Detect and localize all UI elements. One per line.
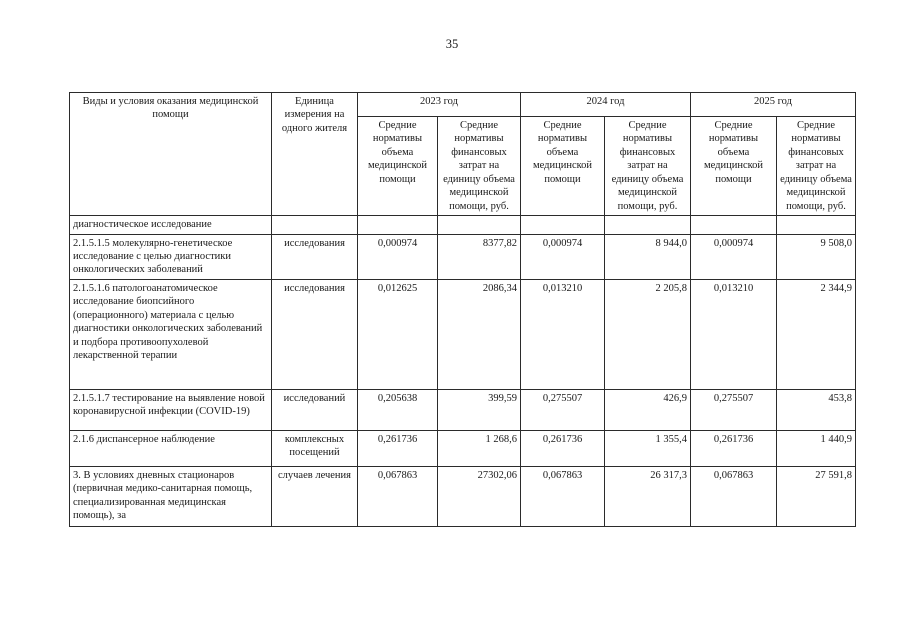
row-unit: комплексных посещений xyxy=(272,430,358,466)
table-row xyxy=(70,430,856,466)
row-cost-2025: 27 591,8 xyxy=(777,466,856,526)
row-cost-2025: 9 508,0 xyxy=(777,234,856,279)
header-kind: Виды и условия оказания медицинской помощи xyxy=(70,93,272,216)
row-volume-2023: 0,205638 xyxy=(358,389,438,430)
header-volume-2024: Средние нормативы объема медицинской помощи xyxy=(521,117,605,216)
row-volume-2025: 0,013210 xyxy=(691,279,777,389)
row-volume-2024: 0,067863 xyxy=(521,466,605,526)
table-row xyxy=(70,279,856,389)
table-row xyxy=(70,466,856,526)
row-cost-2024: 2 205,8 xyxy=(605,279,691,389)
row-cost-2024: 426,9 xyxy=(605,389,691,430)
row-unit: случаев лечения xyxy=(272,466,358,526)
row-name: 2.1.5.1.6 патологоанатомическое исследование биопсийного (операционного) материала с целью диагностики онкологических заболеваний и подбора противоопухолевой лекарственной терапии xyxy=(70,279,272,389)
row-cost-2025: 1 440,9 xyxy=(777,430,856,466)
row-volume-2023: 0,067863 xyxy=(358,466,438,526)
row-volume-2025: 0,000974 xyxy=(691,234,777,279)
row-cost-2023: 399,59 xyxy=(438,389,521,430)
header-volume-2023: Средние нормативы объема медицинской помощи xyxy=(358,117,438,216)
row-cost-2025: 453,8 xyxy=(777,389,856,430)
page-number: 35 xyxy=(445,37,459,51)
table-row xyxy=(70,216,856,234)
row-volume-2024: 0,013210 xyxy=(521,279,605,389)
row-volume-2023: 0,000974 xyxy=(358,234,438,279)
row-volume-2023: 0,012625 xyxy=(358,279,438,389)
row-volume-2023 xyxy=(358,216,438,234)
row-cost-2025: 2 344,9 xyxy=(777,279,856,389)
row-volume-2025: 0,067863 xyxy=(691,466,777,526)
row-volume-2025: 0,275507 xyxy=(691,389,777,430)
row-name: 2.1.5.1.5 молекулярно-генетическое исследование с целью диагностики онкологических заболеваний xyxy=(70,234,272,279)
row-cost-2024: 8 944,0 xyxy=(605,234,691,279)
row-cost-2023: 1 268,6 xyxy=(438,430,521,466)
header-cost-2023: Средние нормативы финансовых затрат на единицу объема медицинской помощи, руб. xyxy=(438,117,521,216)
row-unit xyxy=(272,216,358,234)
row-cost-2024 xyxy=(605,216,691,234)
row-name: 2.1.6 диспансерное наблюдение xyxy=(70,430,272,466)
table-row xyxy=(70,389,856,430)
row-cost-2024: 1 355,4 xyxy=(605,430,691,466)
header-year-2024: 2024 год xyxy=(521,93,691,117)
header-unit: Единица измерения на одного жителя xyxy=(272,93,358,216)
row-cost-2025 xyxy=(777,216,856,234)
row-cost-2023: 2086,34 xyxy=(438,279,521,389)
header-cost-2024: Средние нормативы финансовых затрат на единицу объема медицинской помощи, руб. xyxy=(605,117,691,216)
row-name: 3. В условиях дневных стационаров (первичная медико-санитарная помощь, специализированная медицинская помощь), за xyxy=(70,466,272,526)
header-year-2023: 2023 год xyxy=(358,93,521,117)
row-unit: исследования xyxy=(272,279,358,389)
header-cost-2025: Средние нормативы финансовых затрат на единицу объема медицинской помощи, руб. xyxy=(777,117,856,216)
row-cost-2023: 27302,06 xyxy=(438,466,521,526)
row-name: диагностическое исследование xyxy=(70,216,272,234)
header-year-2025: 2025 год xyxy=(691,93,856,117)
row-name: 2.1.5.1.7 тестирование на выявление новой коронавирусной инфекции (COVID-19) xyxy=(70,389,272,430)
row-unit: исследования xyxy=(272,234,358,279)
row-volume-2023: 0,261736 xyxy=(358,430,438,466)
table-row xyxy=(70,234,856,279)
row-cost-2023 xyxy=(438,216,521,234)
medical-care-norms-table xyxy=(69,92,856,527)
row-cost-2024: 26 317,3 xyxy=(605,466,691,526)
row-unit: исследований xyxy=(272,389,358,430)
row-volume-2024: 0,000974 xyxy=(521,234,605,279)
row-volume-2024: 0,261736 xyxy=(521,430,605,466)
row-volume-2024 xyxy=(521,216,605,234)
header-volume-2025: Средние нормативы объема медицинской помощи xyxy=(691,117,777,216)
row-volume-2025: 0,261736 xyxy=(691,430,777,466)
row-volume-2025 xyxy=(691,216,777,234)
row-cost-2023: 8377,82 xyxy=(438,234,521,279)
row-volume-2024: 0,275507 xyxy=(521,389,605,430)
